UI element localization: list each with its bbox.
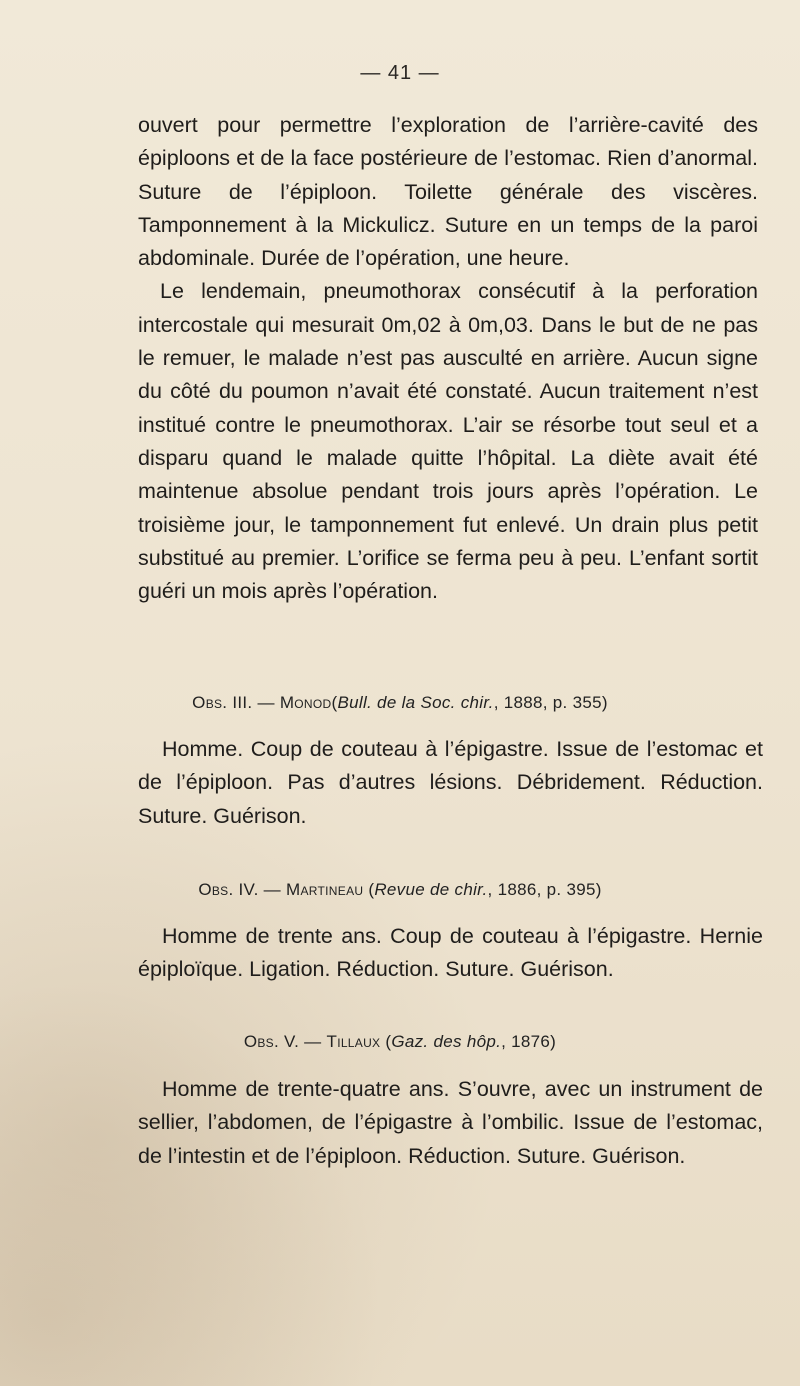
obs-author: Martineau <box>286 880 364 899</box>
main-text <box>138 109 758 608</box>
obs-paragraph: Homme de trente-quatre ans. S’ouvre, avec un instrument de sellier, l’abdomen, de l’épigastre à l’ombilic. Issue de l’estomac, de l’intestin et de l’épiploon. Réduction. Suture. Guérison. <box>138 1077 763 1168</box>
obs-author: Tillaux <box>326 1032 381 1051</box>
obs-source-rest: , 1876) <box>501 1032 557 1051</box>
obs-source: Bull. de la Soc. chir. <box>337 693 494 712</box>
obs-source-rest: , 1886, p. 395) <box>487 880 602 899</box>
obs-separator: — <box>304 1032 322 1051</box>
obs-source: Revue de chir. <box>374 880 488 899</box>
obs-label: Obs. III. <box>192 693 253 712</box>
obs-text-4 <box>138 920 763 987</box>
obs-source-rest: , 1888, p. 355) <box>493 693 608 712</box>
obs-source-open: ( <box>331 693 338 712</box>
obs-text-5 <box>138 1073 763 1173</box>
obs-heading-4 <box>0 880 800 900</box>
obs-paragraph: Homme. Coup de couteau à l’épigastre. Issue de l’estomac et de l’épiploon. Pas d’autres lésions. Débridement. Réduction. Suture. Guérison. <box>138 737 763 828</box>
obs-heading-3 <box>0 693 800 713</box>
obs-author: Monod <box>279 693 332 712</box>
obs-source-open: ( <box>385 1032 392 1051</box>
obs-text-3 <box>138 733 763 833</box>
obs-source-open: ( <box>368 880 375 899</box>
obs-heading-5 <box>0 1032 800 1052</box>
followup-paragraph: Le lendemain, pneumothorax consécutif à la perforation intercostale qui mesurait 0m,02 à 0m,03. Dans le but de ne pas le remuer, le malade n’est pas ausculté en arrière. Aucun signe du côté du poumon n’avait été constaté. Aucun traitement n’est institué contre le pneumothorax. L’air se résorbe tout seul et a disparu quand le malade quitte l’hôpital. La diète avait été maintenue absolue pendant trois jours après l’opération. Le troisième jour, le tamponnement fut enlevé. Un drain plus petit substitué au premier. L’orifice se ferma peu à peu. L’enfant sortit guéri un mois après l’opération. <box>138 279 758 604</box>
page-number: — 41 — <box>360 62 440 84</box>
obs-source: Gaz. des hôp. <box>391 1032 502 1051</box>
obs-paragraph: Homme de trente ans. Coup de couteau à l’épigastre. Hernie épiploïque. Ligation. Réduction. Suture. Guérison. <box>138 924 763 982</box>
continuation-paragraph: ouvert pour permettre l’exploration de l’arrière-cavité des épiploons et de la face postérieure de l’estomac. Rien d’anormal. Suture de l’épiploon. Toilette générale des viscères. Tamponnement à la Mickulicz. Suture en un temps de la paroi abdominale. Durée de l’opération, une heure. <box>138 113 758 271</box>
obs-label: Obs. IV. <box>198 880 259 899</box>
obs-label: Obs. V. <box>243 1032 300 1051</box>
obs-separator: — <box>257 693 275 712</box>
obs-separator: — <box>263 880 281 899</box>
